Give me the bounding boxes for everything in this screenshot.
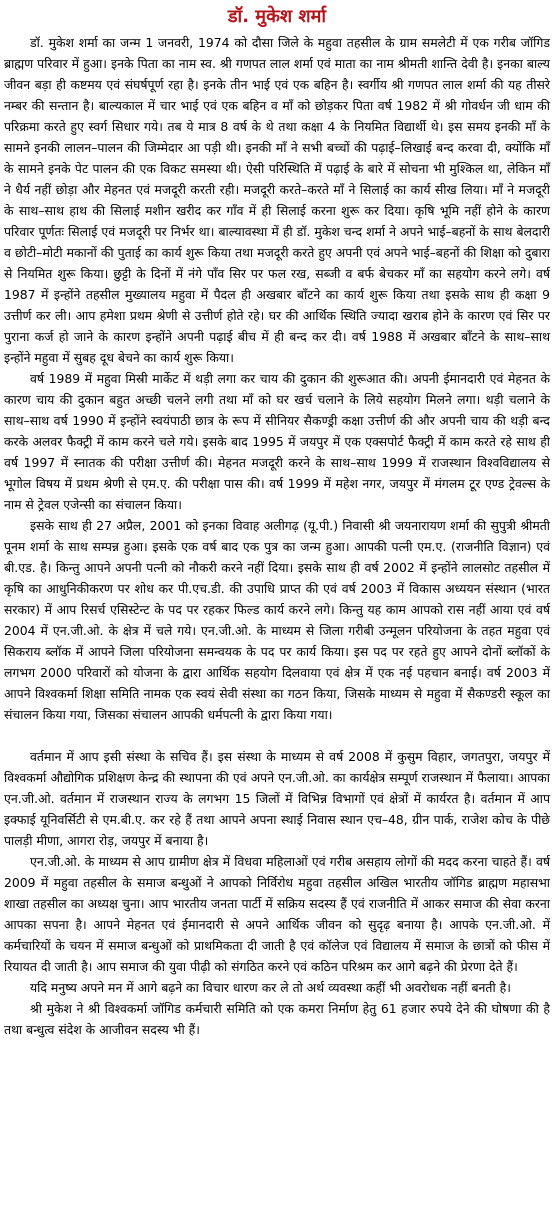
paragraph-social-work: एन.जी.ओ. के माध्यम से आप ग्रामीण क्षेत्र में विधवा महिलाओं एवं गरीब असहाय लोगों की मदद करना चाहते हैं। वर्ष 2009 में महुवा तहसील के समाज बन्धुओं ने आपको निर्विरोध महुवा तहसील अखिल भारतीय जॉगिड ब्राह्मण महासभा शाखा तहसील का अध्यक्ष चुना। आप भारतीय जनता पार्टी में सक्रिय सदस्य हैं एवं राजनीति में आकर समाज की सेवा करना आपका सपना है। आपने मेहनत एवं ईमानदारी से अपने आर्थिक जीवन को सुदृढ़ बनाया है। आपके एन.जी.ओ. में कर्मचारियों के चयन में समाज बन्धुओं को प्राथमिकता दी जाती है एवं कॉलेज एवं विद्यालय में समाज के छात्रों को फीस में रियायत दी जाती है। आप समाज की युवा पीढ़ी को संगठित करने एवं कठिन परिश्रम कर आगे बढ़ने की प्रेरणा देते हैं। — [4, 854, 550, 974]
paragraph-donation: श्री मुकेश ने श्री विश्वकर्मा जॉगिड कर्मचारी समिति को एक कमरा निर्माण हेतु 61 हजार रुपये देने की घोषणा की है तथा बन्धुत्व संदेश के आजीवन सदस्य भी हैं। — [4, 1001, 550, 1037]
page-title: डॉ. मुकेश शर्मा — [227, 6, 327, 27]
paragraph-motto: यदि मनुष्य अपने मन में आगे बढ़ने का विचार धारण कर ले तो अर्थ व्यवस्था कहीं भी अवरोधक नहीं बनती है। — [30, 980, 511, 995]
paragraph-tea-stall: वर्ष 1989 में महुवा मिस्री मार्केट में थड़ी लगा कर चाय की दुकान की शुरूआत की। अपनी ईमानदारी एवं मेहनत के कारण चाय की दुकान बहुत अच्छी चलने लगी तथा माँ को घर खर्च चलाने के लिये सहयोग मिलने लगा। थड़ी चलाने के साथ–साथ वर्ष 1990 में इन्होंने स्वयंपाठी छात्र के रूप में सीनियर सैकण्ड्री कक्षा उत्तीर्ण की और अपनी चाय की थड़ी बन्द करके अलवर फैक्ट्री में काम करने चले गये। इसके बाद 1995 में जयपुर में एक एक्सपोर्ट फैक्ट्री में काम करते रहे साथ ही वर्ष 1997 में स्नातक की परीक्षा उत्तीर्ण की। मेहनत मजदूरी करने के साथ–साथ 1999 में राजस्थान विश्वविद्यालय से भूगोल विषय में प्रथम श्रेणी से एम.ए. की परीक्षा पास की। वर्ष 1999 में महेश नगर, जयपुर में मंगलम टूर एण्ड ट्रेवल्स के नाम से ट्रेवल एजेन्सी का संचालन किया। — [4, 371, 550, 512]
paragraph-marriage-ngo: इसके साथ ही 27 अप्रैल, 2001 को इनका विवाह अलीगढ़ (यू.पी.) निवासी श्री जयनारायण शर्मा की सुपुत्री श्रीमती पूनम शर्मा के साथ सम्पन्न हुआ। इसके एक वर्ष बाद एक पुत्र का जन्म हुआ। आपकी पत्नी एम.ए. (राजनीति विज्ञान) एवं बी.एड. है। किन्तु आपने अपनी पत्नी को नौकरी करने नहीं दिया। इसके साथ ही वर्ष 2002 में इन्होंने लालसोट तहसील में कृषि का आधुनिकीकरण पर शोध कर पी.एच.डी. की उपाधि प्राप्त की एवं वर्ष 2003 में विकास अध्ययन संस्थान (भारत सरकार) में आप रिसर्च एसिस्टेन्ट के पद पर रहकर फिल्ड कार्य करने लगे। किन्तु यह काम आपको रास नहीं आया एवं वर्ष 2004 में एन.जी.ओ. के क्षेत्र में चले गये। एन.जी.ओ. के माध्यम से जिला गरीबी उन्मूलन परियोजना के तहत महुवा एवं सिकराय ब्लॉक में आपने जिला परियोजना समन्वयक के पद पर कार्य किया। इस पद पर रहते हुए आपने दोनों ब्लॉकों के लगभग 2000 परिवारों को योजना के द्वारा आर्थिक सहयोग दिलवाया एवं क्षेत्र में एक नई पहचान बनाई। वर्ष 2003 में आपने विश्वकर्मा शिक्षा समिति नामक एक स्वयं सेवी संस्था का गठन किया, जिसके माध्यम से महुवा में सैकण्डरी स्कूल का संचालन किया गया, जिसका संचालन आपकी धर्मपत्नी के द्वारा किया गया। — [4, 518, 550, 722]
paragraph-present: वर्तमान में आप इसी संस्था के सचिव हैं। इस संस्था के माध्यम से वर्ष 2008 में कुसुम विहार, जगतपुरा, जयपुर में विश्वकर्मा औद्योगिक प्रशिक्षण केन्द्र की स्थापना की एवं अपने एन.जी.ओ. का कार्यक्षेत्र सम्पूर्ण राजस्थान में फैलाया। आपका एन.जी.ओ. वर्तमान में राजस्थान राज्य के लगभग 15 जिलों में विभिन्न विभागों एवं क्षेत्रों में कार्यरत है। वर्तमान में आप इक्फाई यूनिवर्सिटी से एम.बी.ए. कर रहे हैं तथा आपने अपना स्थाई निवास स्थान एच–48, ग्रीन पार्क, राजेश कोच के पीछे पालड़ी मीणा, आगरा रोड़, जयपुर में बनाया है। — [4, 749, 550, 848]
paragraph-early-life: डॉ. मुकेश शर्मा का जन्म 1 जनवरी, 1974 को दौसा जिले के महुवा तहसील के ग्राम समलेटी में एक गरीब जॉगिड ब्राह्मण परिवार में हुआ। इनके पिता का नाम स्व. श्री गणपत लाल शर्मा एवं माता का नाम श्रीमती शान्ति देवी है। इनका बाल्य जीवन बड़ा ही कष्टमय एवं संघर्षपूर्ण रहा है। इनके तीन भाई एवं एक बहिन है। स्वर्गीय श्री गणपत लाल शर्मा की यह तीसरे नम्बर की सन्तान है। बाल्यकाल में चार भाई एवं एक बहिन व माँ को छोड़कर पिता वर्ष 1982 में श्री गोवर्धन जी धाम की परिक्रमा करते हुए स्वर्ग सिधार गये। तब ये मात्र 8 वर्ष के थे तथा कक्षा 4 के नियमित विद्यार्थी थे। इस समय इनकी माँ के सामने इनकी लालन–पालन की जिम्मेदार आ पड़ी थी। इनकी माँ ने सभी बच्चों की पढ़ाई–लिखाई बन्द करवा दी, क्योंकि माँ के सामने इनके पेट पालन की एक विकट समस्या थी। ऐसी परिस्थिति में पढ़ाई के बारे में सोचना भी मुश्किल था, लेकिन माँ ने धैर्य नहीं छोड़ा और मेहनत एवं मजदूरी करती रही। मजदूरी करते–करते माँ ने सिलाई का कार्य सीख लिया। माँ ने मजदूरी के साथ–साथ हाथ की सिलाई मशीन खरीद कर गाँव में ही सिलाई करना शुरू कर दिया। कृषि भूमि नहीं होने के कारण परिवार पूर्णतः सिलाई एवं मजदूरी पर निर्भर था। बाल्यावस्था में ही डॉ. मुकेश चन्द शर्मा ने अपने भाई–बहनों के साथ बेलदारी व छोटी–मोटी मकानों की पुताई का कार्य शुरू किया तथा मजदूरी करते हुए अपनी एवं अपने भाई–बहनों की शिक्षा को दुबारा से नियमित शुरू किया। छुट्टी के दिनों में नंगे पाँव सिर पर फल रख, सब्जी व बर्फ बेचकर माँ का सहयोग करने लगे। वर्ष 1987 में इन्होंने तहसील मुख्यालय महुवा में पैदल ही अखबार बाँटने का कार्य शुरू किया तथा इसके साथ ही कक्षा 9 उत्तीर्ण कर ली। आप हमेशा प्रथम श्रेणी से उत्तीर्ण होते रहे। घर की आर्थिक स्थिति ज्यादा खराब होने के कारण एवं सिर पर पुराना कर्ज हो जाने के कारण इन्होंने अपनी पढ़ाई बीच में ही बन्द कर दी। वर्ष 1988 में अखबार बाँटने के साथ–साथ इन्होंने महुवा में सुबह दूध बेचने का कार्य शुरू किया। — [4, 35, 550, 365]
